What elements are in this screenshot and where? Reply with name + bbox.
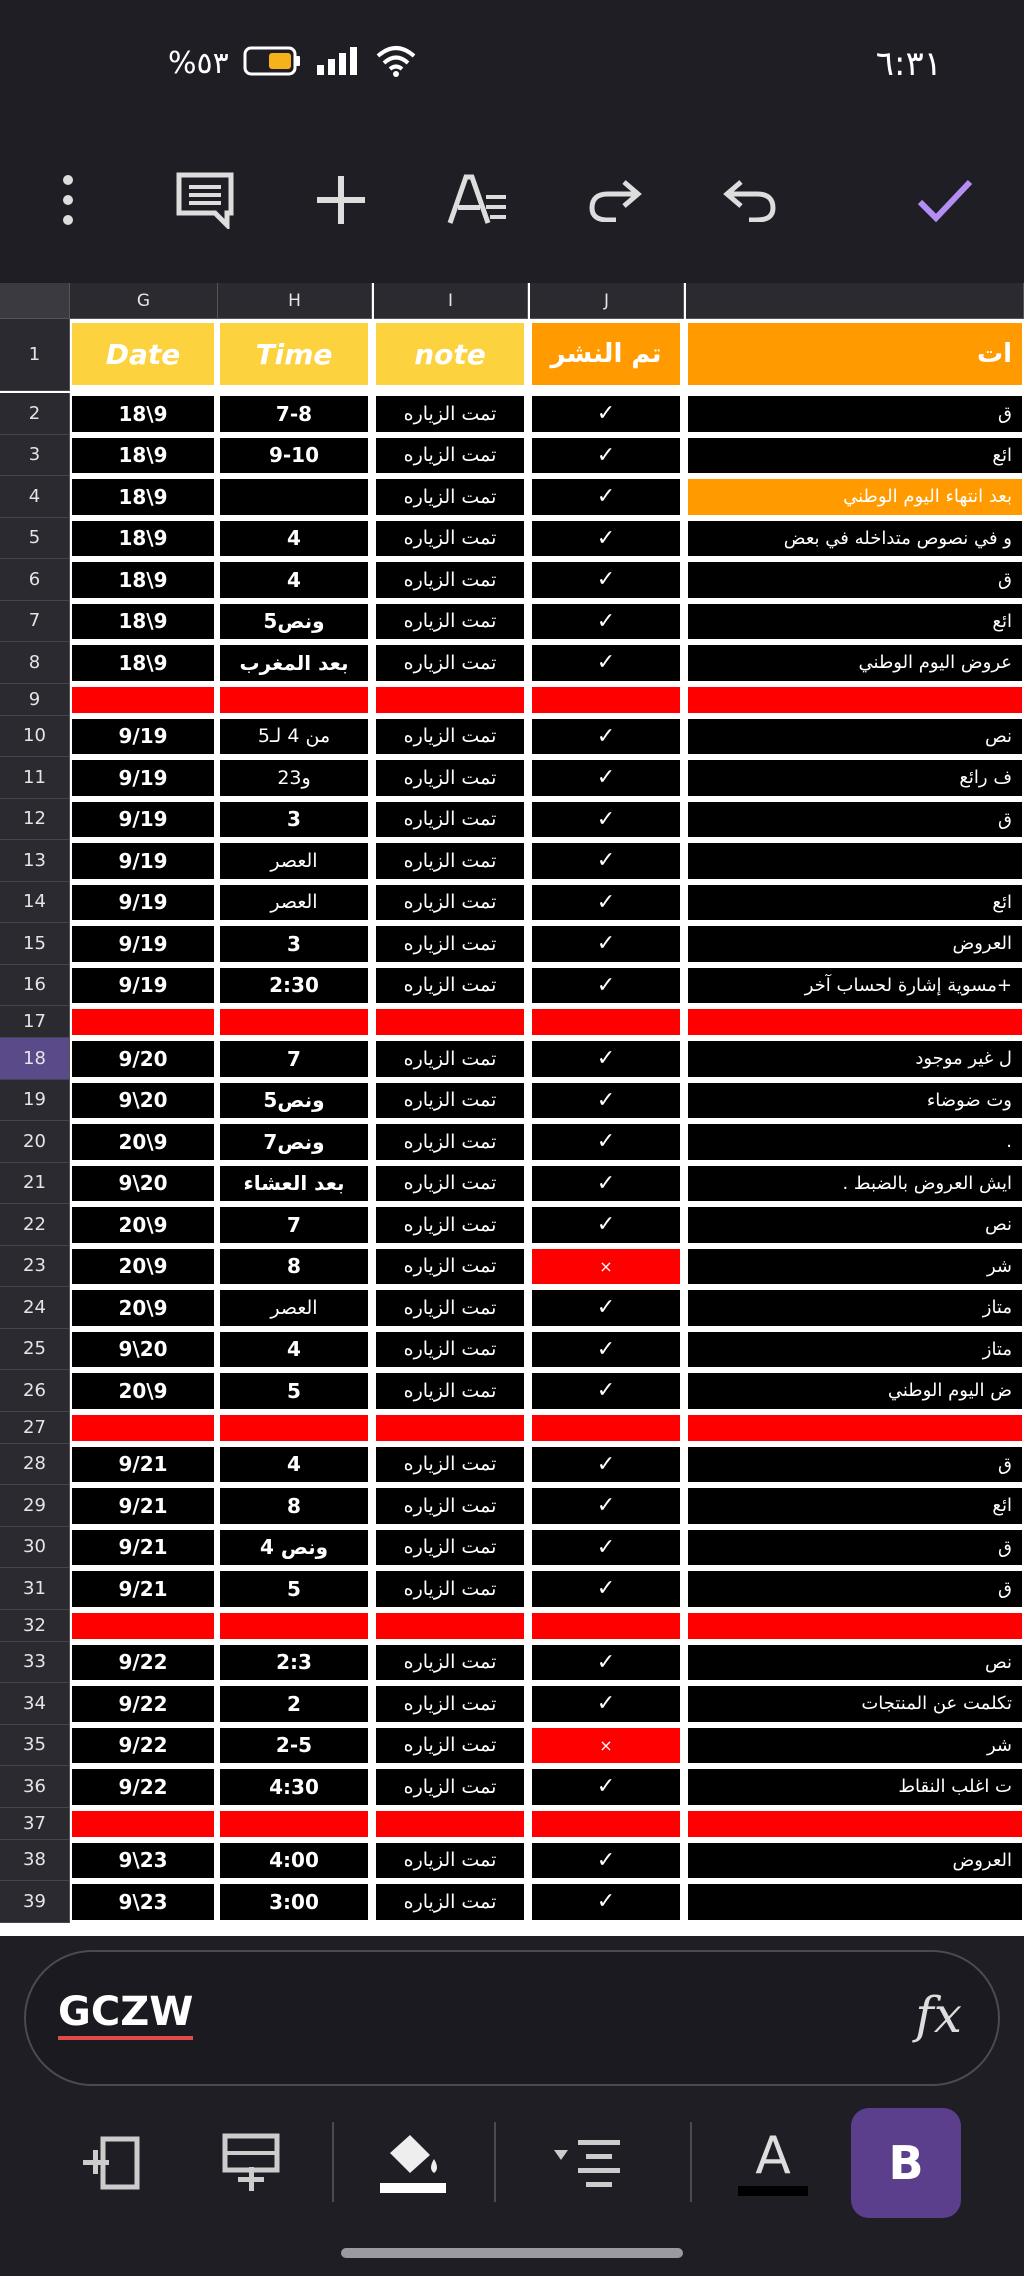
row-header-2[interactable]: 2 bbox=[0, 393, 70, 435]
time-cell[interactable]: 2و3 bbox=[220, 760, 368, 796]
date-cell[interactable]: 9/19 bbox=[72, 843, 214, 879]
note-cell[interactable]: تمت الزياره bbox=[376, 1645, 524, 1681]
date-cell[interactable]: 9\23 bbox=[72, 1884, 214, 1920]
published-cell[interactable]: ✓ bbox=[532, 479, 680, 515]
content-cell[interactable]: ل غير موجود bbox=[688, 1041, 1022, 1077]
published-cell[interactable]: ✓ bbox=[532, 521, 680, 557]
row-header-20[interactable]: 20 bbox=[0, 1121, 70, 1163]
published-cell[interactable]: ✓ bbox=[532, 1207, 680, 1243]
undo-icon[interactable] bbox=[711, 160, 791, 240]
note-cell[interactable]: تمت الزياره bbox=[376, 645, 524, 681]
content-cell[interactable]: نص bbox=[688, 1645, 1022, 1681]
note-cell[interactable]: تمت الزياره bbox=[376, 1207, 524, 1243]
content-cell[interactable]: العروض bbox=[688, 1843, 1022, 1879]
separator-cell[interactable] bbox=[532, 1811, 680, 1837]
note-cell[interactable]: تمت الزياره bbox=[376, 1166, 524, 1202]
content-cell[interactable] bbox=[688, 1884, 1022, 1920]
date-cell[interactable]: 9/22 bbox=[72, 1645, 214, 1681]
note-cell[interactable]: تمت الزياره bbox=[376, 521, 524, 557]
note-cell[interactable]: تمت الزياره bbox=[376, 843, 524, 879]
content-cell[interactable]: ق bbox=[688, 562, 1022, 598]
content-cell[interactable]: ائع bbox=[688, 1488, 1022, 1524]
row-header-1[interactable]: 1 bbox=[0, 319, 70, 391]
time-cell[interactable]: العصر bbox=[220, 885, 368, 921]
published-cell[interactable]: ✓ bbox=[532, 1769, 680, 1805]
text-color-icon[interactable] bbox=[718, 2108, 828, 2218]
content-cell[interactable]: ائع bbox=[688, 885, 1022, 921]
content-cell[interactable]: متاز bbox=[688, 1290, 1022, 1326]
date-cell[interactable]: 20\9 bbox=[72, 1124, 214, 1160]
row-header-23[interactable]: 23 bbox=[0, 1246, 70, 1288]
note-cell[interactable]: تمت الزياره bbox=[376, 1571, 524, 1607]
separator-cell[interactable] bbox=[532, 687, 680, 713]
note-cell[interactable]: تمت الزياره bbox=[376, 1332, 524, 1368]
time-cell[interactable]: 2:30 bbox=[220, 968, 368, 1004]
formula-input[interactable] bbox=[24, 1950, 1000, 2086]
column-header-J[interactable]: J bbox=[530, 283, 684, 319]
row-header-24[interactable]: 24 bbox=[0, 1287, 70, 1329]
bold-icon: B bbox=[888, 2136, 924, 2190]
note-cell[interactable]: تمت الزياره bbox=[376, 1373, 524, 1409]
row-header-37[interactable]: 37 bbox=[0, 1808, 70, 1840]
separator-cell[interactable] bbox=[532, 1415, 680, 1441]
content-cell[interactable]: ايش العروض بالضبط . bbox=[688, 1166, 1022, 1202]
date-cell[interactable]: 18\9 bbox=[72, 479, 214, 515]
date-cell[interactable]: 9\20 bbox=[72, 1166, 214, 1202]
formula-bar bbox=[0, 1936, 1024, 2116]
text-format-icon[interactable] bbox=[438, 160, 518, 240]
row-header-38[interactable]: 38 bbox=[0, 1840, 70, 1882]
note-cell[interactable]: تمت الزياره bbox=[376, 1249, 524, 1285]
time-cell[interactable]: 7ونص bbox=[220, 1124, 368, 1160]
time-cell[interactable]: بعد المغرب bbox=[220, 645, 368, 681]
published-cell[interactable]: ✓ bbox=[532, 1041, 680, 1077]
column-header-I[interactable]: I bbox=[374, 283, 528, 319]
time-cell[interactable]: 4 ونص bbox=[220, 1530, 368, 1566]
time-cell[interactable]: 3 bbox=[220, 802, 368, 838]
header-cell-date[interactable]: Date bbox=[72, 323, 214, 385]
signal-icon bbox=[315, 45, 361, 81]
row-header-12[interactable]: 12 bbox=[0, 799, 70, 841]
wifi-icon bbox=[375, 44, 417, 82]
separator-cell[interactable] bbox=[688, 1613, 1022, 1639]
time-cell[interactable]: بعد العشاء bbox=[220, 1166, 368, 1202]
row-header-14[interactable]: 14 bbox=[0, 882, 70, 924]
separator-cell[interactable] bbox=[376, 1009, 524, 1035]
note-cell[interactable]: تمت الزياره bbox=[376, 1530, 524, 1566]
date-cell[interactable]: 9/21 bbox=[72, 1571, 214, 1607]
date-cell[interactable]: 9/19 bbox=[72, 719, 214, 755]
separator-cell[interactable] bbox=[376, 1613, 524, 1639]
row-header-10[interactable]: 10 bbox=[0, 716, 70, 758]
row-header-36[interactable]: 36 bbox=[0, 1766, 70, 1808]
toolbar-divider bbox=[332, 2122, 334, 2202]
date-cell[interactable]: 20\9 bbox=[72, 1290, 214, 1326]
content-cell[interactable]: +مسوية إشارة لحساب آخر bbox=[688, 968, 1022, 1004]
published-cell[interactable]: ✓ bbox=[532, 604, 680, 640]
top-toolbar bbox=[0, 130, 1024, 280]
separator-cell[interactable] bbox=[688, 1415, 1022, 1441]
separator-cell[interactable] bbox=[688, 1811, 1022, 1837]
published-cell[interactable]: ✓ bbox=[532, 1843, 680, 1879]
date-cell[interactable]: 18\9 bbox=[72, 521, 214, 557]
battery-icon bbox=[243, 46, 301, 80]
status-left bbox=[168, 44, 417, 82]
row-header-9[interactable]: 9 bbox=[0, 684, 70, 716]
time-cell[interactable]: 4 bbox=[220, 521, 368, 557]
time-cell[interactable]: 5ونص bbox=[220, 604, 368, 640]
note-cell[interactable]: تمت الزياره bbox=[376, 1686, 524, 1722]
published-cell[interactable]: ✓ bbox=[532, 1530, 680, 1566]
home-indicator[interactable] bbox=[341, 2248, 683, 2258]
text-color-letter: A bbox=[755, 2126, 791, 2186]
content-cell[interactable]: ق bbox=[688, 802, 1022, 838]
content-cell[interactable]: ت اغلب النقاط bbox=[688, 1769, 1022, 1805]
published-cell[interactable]: ✓ bbox=[532, 1447, 680, 1483]
content-cell[interactable]: . bbox=[688, 1124, 1022, 1160]
note-cell[interactable]: تمت الزياره bbox=[376, 479, 524, 515]
row-header-19[interactable]: 19 bbox=[0, 1080, 70, 1122]
separator-cell[interactable] bbox=[72, 1415, 214, 1441]
row-header-28[interactable]: 28 bbox=[0, 1444, 70, 1486]
add-icon[interactable] bbox=[301, 160, 381, 240]
note-cell[interactable]: تمت الزياره bbox=[376, 396, 524, 432]
date-cell[interactable]: 9/19 bbox=[72, 760, 214, 796]
separator-cell[interactable] bbox=[220, 687, 368, 713]
note-cell[interactable]: تمت الزياره bbox=[376, 604, 524, 640]
content-cell[interactable]: ائع bbox=[688, 604, 1022, 640]
published-cell[interactable]: ✓ bbox=[532, 802, 680, 838]
separator-cell[interactable] bbox=[688, 687, 1022, 713]
time-cell[interactable]: 8 bbox=[220, 1488, 368, 1524]
note-cell[interactable]: تمت الزياره bbox=[376, 1290, 524, 1326]
published-cell[interactable]: × bbox=[532, 1249, 680, 1285]
published-cell[interactable]: ✓ bbox=[532, 1290, 680, 1326]
date-cell[interactable]: 9/21 bbox=[72, 1488, 214, 1524]
separator-cell[interactable] bbox=[72, 1811, 214, 1837]
date-cell[interactable]: 9\20 bbox=[72, 1083, 214, 1119]
column-header-K[interactable] bbox=[686, 283, 1024, 319]
content-cell[interactable]: نص bbox=[688, 1207, 1022, 1243]
content-cell[interactable]: ق bbox=[688, 1530, 1022, 1566]
time-cell[interactable]: 8 bbox=[220, 1249, 368, 1285]
text-color-swatch bbox=[738, 2186, 808, 2196]
published-cell[interactable]: ✓ bbox=[532, 1571, 680, 1607]
date-cell[interactable]: 9/22 bbox=[72, 1686, 214, 1722]
row-header-32[interactable]: 32 bbox=[0, 1610, 70, 1642]
row-header-31[interactable]: 31 bbox=[0, 1568, 70, 1610]
row-header-22[interactable]: 22 bbox=[0, 1204, 70, 1246]
redo-icon[interactable] bbox=[574, 160, 654, 240]
content-cell[interactable]: العروض bbox=[688, 926, 1022, 962]
separator-cell[interactable] bbox=[532, 1613, 680, 1639]
row-header-30[interactable]: 30 bbox=[0, 1527, 70, 1569]
time-cell[interactable]: العصر bbox=[220, 1290, 368, 1326]
row-header-11[interactable]: 11 bbox=[0, 757, 70, 799]
date-cell[interactable]: 18\9 bbox=[72, 438, 214, 474]
time-cell[interactable] bbox=[220, 479, 368, 515]
published-cell[interactable]: ✓ bbox=[532, 1488, 680, 1524]
separator-cell[interactable] bbox=[220, 1811, 368, 1837]
date-cell[interactable]: 20\9 bbox=[72, 1373, 214, 1409]
time-cell[interactable]: 5 bbox=[220, 1373, 368, 1409]
time-cell[interactable]: 4:30 bbox=[220, 1769, 368, 1805]
separator-cell[interactable] bbox=[72, 687, 214, 713]
bold-button[interactable] bbox=[851, 2108, 961, 2218]
separator-cell[interactable] bbox=[72, 1009, 214, 1035]
time-cell[interactable]: 2-5 bbox=[220, 1728, 368, 1764]
insert-row-icon[interactable] bbox=[196, 2108, 306, 2218]
content-cell[interactable]: عروض اليوم الوطني bbox=[688, 645, 1022, 681]
date-cell[interactable]: 9/20 bbox=[72, 1041, 214, 1077]
note-cell[interactable]: تمت الزياره bbox=[376, 719, 524, 755]
time-cell[interactable]: 7 bbox=[220, 1207, 368, 1243]
separator-cell[interactable] bbox=[532, 1009, 680, 1035]
note-cell[interactable]: تمت الزياره bbox=[376, 562, 524, 598]
note-cell[interactable]: تمت الزياره bbox=[376, 926, 524, 962]
formula-value: GCZW bbox=[58, 1988, 193, 2040]
published-cell[interactable]: ✓ bbox=[532, 396, 680, 432]
published-cell[interactable]: ✓ bbox=[532, 719, 680, 755]
separator-cell[interactable] bbox=[220, 1613, 368, 1639]
content-cell[interactable]: ق bbox=[688, 396, 1022, 432]
time-cell[interactable]: 4:00 bbox=[220, 1843, 368, 1879]
published-cell[interactable]: ✓ bbox=[532, 1686, 680, 1722]
battery-percent: %٥٣ bbox=[168, 45, 229, 81]
time-cell[interactable]: 4 bbox=[220, 562, 368, 598]
time-cell[interactable]: 2:3 bbox=[220, 1645, 368, 1681]
time-cell[interactable]: 4 bbox=[220, 1447, 368, 1483]
note-cell[interactable]: تمت الزياره bbox=[376, 1843, 524, 1879]
time-cell[interactable]: من 4 لـ5 bbox=[220, 719, 368, 755]
row-header-39[interactable]: 39 bbox=[0, 1881, 70, 1923]
header-cell-note[interactable]: note bbox=[376, 323, 524, 385]
published-cell[interactable]: ✓ bbox=[532, 438, 680, 474]
date-cell[interactable]: 9/19 bbox=[72, 885, 214, 921]
date-cell[interactable]: 18\9 bbox=[72, 396, 214, 432]
time-cell[interactable]: 7-8 bbox=[220, 396, 368, 432]
published-cell[interactable]: ✓ bbox=[532, 562, 680, 598]
row-header-18[interactable]: 18 bbox=[0, 1038, 70, 1080]
insert-column-icon[interactable] bbox=[56, 2108, 166, 2218]
content-cell[interactable]: ف رائع bbox=[688, 760, 1022, 796]
note-cell[interactable]: تمت الزياره bbox=[376, 1041, 524, 1077]
date-cell[interactable]: 9/21 bbox=[72, 1530, 214, 1566]
more-vert-icon[interactable] bbox=[28, 160, 108, 240]
time-cell[interactable]: 7 bbox=[220, 1041, 368, 1077]
separator-cell[interactable] bbox=[376, 1811, 524, 1837]
time-cell[interactable]: 3 bbox=[220, 926, 368, 962]
time-cell[interactable]: 3:00 bbox=[220, 1884, 368, 1920]
row-header-7[interactable]: 7 bbox=[0, 601, 70, 643]
published-cell[interactable]: ✓ bbox=[532, 1124, 680, 1160]
content-cell[interactable]: ق bbox=[688, 1447, 1022, 1483]
date-cell[interactable]: 9\20 bbox=[72, 1332, 214, 1368]
content-cell[interactable]: بعد انتهاء اليوم الوطني bbox=[688, 479, 1022, 515]
row-header-27[interactable]: 27 bbox=[0, 1412, 70, 1444]
row-header-6[interactable]: 6 bbox=[0, 559, 70, 601]
note-cell[interactable]: تمت الزياره bbox=[376, 968, 524, 1004]
row-header-33[interactable]: 33 bbox=[0, 1642, 70, 1684]
column-header-H[interactable]: H bbox=[218, 283, 372, 319]
note-cell[interactable]: تمت الزياره bbox=[376, 1769, 524, 1805]
content-cell[interactable]: نص bbox=[688, 719, 1022, 755]
published-cell[interactable]: ✓ bbox=[532, 1884, 680, 1920]
date-cell[interactable]: 18\9 bbox=[72, 645, 214, 681]
status-bar bbox=[0, 0, 1024, 130]
published-cell[interactable]: ✓ bbox=[532, 1645, 680, 1681]
align-icon[interactable] bbox=[532, 2108, 642, 2218]
row-header-4[interactable]: 4 bbox=[0, 476, 70, 518]
note-cell[interactable]: تمت الزياره bbox=[376, 885, 524, 921]
time-cell[interactable]: 5 bbox=[220, 1571, 368, 1607]
date-cell[interactable]: 9/22 bbox=[72, 1769, 214, 1805]
time-cell[interactable]: 4 bbox=[220, 1332, 368, 1368]
separator-cell[interactable] bbox=[220, 1415, 368, 1441]
note-cell[interactable]: تمت الزياره bbox=[376, 802, 524, 838]
separator-cell[interactable] bbox=[72, 1613, 214, 1639]
separator-cell[interactable] bbox=[376, 1415, 524, 1441]
time-cell[interactable]: 2 bbox=[220, 1686, 368, 1722]
content-cell[interactable]: ائع bbox=[688, 438, 1022, 474]
published-cell[interactable]: ✓ bbox=[532, 1332, 680, 1368]
published-cell[interactable]: ✓ bbox=[532, 843, 680, 879]
header-cell-published[interactable]: تم النشر bbox=[532, 323, 680, 385]
date-cell[interactable]: 9/21 bbox=[72, 1447, 214, 1483]
content-cell[interactable]: تكلمت عن المنتجات bbox=[688, 1686, 1022, 1722]
row-header-21[interactable]: 21 bbox=[0, 1163, 70, 1205]
published-cell[interactable]: ✓ bbox=[532, 968, 680, 1004]
date-cell[interactable]: 20\9 bbox=[72, 1207, 214, 1243]
row-header-3[interactable]: 3 bbox=[0, 435, 70, 477]
content-cell[interactable]: ض اليوم الوطني bbox=[688, 1373, 1022, 1409]
row-header-25[interactable]: 25 bbox=[0, 1329, 70, 1371]
comment-icon[interactable] bbox=[165, 160, 245, 240]
separator-cell[interactable] bbox=[376, 687, 524, 713]
fill-color-icon[interactable] bbox=[358, 2108, 468, 2218]
checkmark-icon[interactable] bbox=[905, 160, 985, 240]
time-cell[interactable]: 5ونص bbox=[220, 1083, 368, 1119]
note-cell[interactable]: تمت الزياره bbox=[376, 1728, 524, 1764]
separator-cell[interactable] bbox=[220, 1009, 368, 1035]
date-cell[interactable]: 18\9 bbox=[72, 604, 214, 640]
spreadsheet-grid[interactable] bbox=[0, 283, 1024, 1936]
row-header-35[interactable]: 35 bbox=[0, 1725, 70, 1767]
published-cell[interactable]: ✓ bbox=[532, 926, 680, 962]
separator-cell[interactable] bbox=[688, 1009, 1022, 1035]
row-header-5[interactable]: 5 bbox=[0, 518, 70, 560]
toolbar-divider bbox=[690, 2122, 692, 2202]
content-cell[interactable]: ق bbox=[688, 1571, 1022, 1607]
date-cell[interactable]: 9/22 bbox=[72, 1728, 214, 1764]
row-header-29[interactable]: 29 bbox=[0, 1485, 70, 1527]
row-header-13[interactable]: 13 bbox=[0, 840, 70, 882]
date-cell[interactable]: 20\9 bbox=[72, 1249, 214, 1285]
row-header-8[interactable]: 8 bbox=[0, 642, 70, 684]
time-cell[interactable]: 9-10 bbox=[220, 438, 368, 474]
row-header-26[interactable]: 26 bbox=[0, 1370, 70, 1412]
content-cell[interactable]: شر bbox=[688, 1728, 1022, 1764]
note-cell[interactable]: تمت الزياره bbox=[376, 438, 524, 474]
row-header-16[interactable]: 16 bbox=[0, 965, 70, 1007]
note-cell[interactable]: تمت الزياره bbox=[376, 1884, 524, 1920]
date-cell[interactable]: 9/19 bbox=[72, 802, 214, 838]
content-cell[interactable]: شر bbox=[688, 1249, 1022, 1285]
content-cell[interactable]: و في نصوص متداخله في بعض bbox=[688, 521, 1022, 557]
date-cell[interactable]: 9/19 bbox=[72, 926, 214, 962]
published-cell[interactable]: ✓ bbox=[532, 1373, 680, 1409]
clock: ٦:٣١ bbox=[875, 44, 942, 84]
column-header-G[interactable]: G bbox=[70, 283, 218, 319]
toolbar-divider bbox=[494, 2122, 496, 2202]
content-cell[interactable]: وت ضوضاء bbox=[688, 1083, 1022, 1119]
date-cell[interactable]: 9/19 bbox=[72, 968, 214, 1004]
note-cell[interactable]: تمت الزياره bbox=[376, 1447, 524, 1483]
note-cell[interactable]: تمت الزياره bbox=[376, 1488, 524, 1524]
header-cell-time[interactable]: Time bbox=[220, 323, 368, 385]
time-cell[interactable]: العصر bbox=[220, 843, 368, 879]
published-cell[interactable]: × bbox=[532, 1728, 680, 1764]
header-cell-content[interactable]: ات bbox=[688, 323, 1022, 385]
note-cell[interactable]: تمت الزياره bbox=[376, 1124, 524, 1160]
row-header-15[interactable]: 15 bbox=[0, 923, 70, 965]
published-cell[interactable]: ✓ bbox=[532, 645, 680, 681]
published-cell[interactable]: ✓ bbox=[532, 760, 680, 796]
content-cell[interactable]: متاز bbox=[688, 1332, 1022, 1368]
note-cell[interactable]: تمت الزياره bbox=[376, 1083, 524, 1119]
date-cell[interactable]: 18\9 bbox=[72, 562, 214, 598]
function-fx-icon[interactable]: fx bbox=[915, 1986, 962, 2044]
row-header-34[interactable]: 34 bbox=[0, 1683, 70, 1725]
row-header-17[interactable]: 17 bbox=[0, 1006, 70, 1038]
date-cell[interactable]: 9\23 bbox=[72, 1843, 214, 1879]
published-cell[interactable]: ✓ bbox=[532, 1083, 680, 1119]
published-cell[interactable]: ✓ bbox=[532, 1166, 680, 1202]
note-cell[interactable]: تمت الزياره bbox=[376, 760, 524, 796]
content-cell[interactable] bbox=[688, 843, 1022, 879]
published-cell[interactable]: ✓ bbox=[532, 885, 680, 921]
select-all-corner[interactable] bbox=[0, 283, 70, 319]
